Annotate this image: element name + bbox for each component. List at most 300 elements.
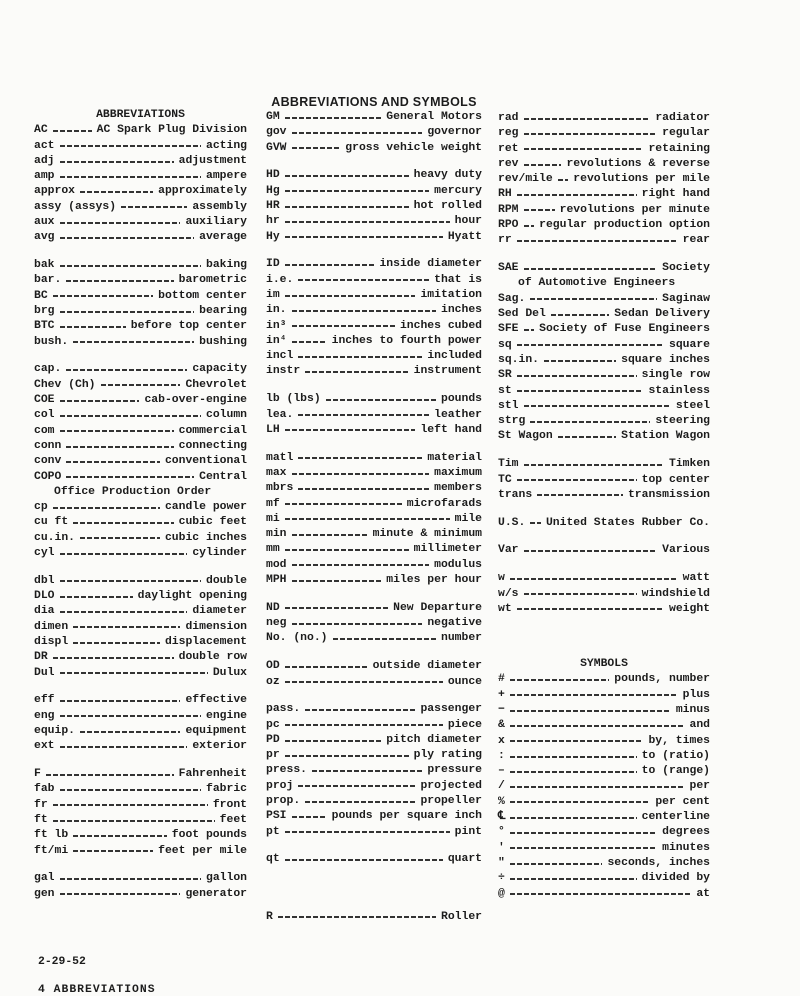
dash-leader bbox=[524, 464, 664, 466]
definition: leather bbox=[434, 408, 482, 421]
abbreviation-entry bbox=[498, 187, 710, 202]
definition: Society bbox=[662, 262, 710, 275]
abbreviation: assy (assys) bbox=[34, 200, 117, 213]
abbreviation: GM bbox=[266, 111, 280, 123]
dash-leader bbox=[517, 608, 664, 610]
symbol-entry bbox=[498, 841, 710, 856]
dash-leader bbox=[292, 564, 430, 566]
abbreviation-entry bbox=[266, 110, 482, 125]
definition: column bbox=[205, 409, 247, 422]
dash-leader bbox=[285, 264, 375, 266]
abbreviation-entry bbox=[34, 393, 247, 408]
abbreviation-entry bbox=[266, 481, 482, 496]
letter-group bbox=[266, 702, 482, 840]
dash-leader bbox=[510, 878, 637, 880]
abbreviation-entry bbox=[498, 457, 710, 472]
dash-leader bbox=[537, 494, 623, 496]
abbreviation-entry bbox=[34, 515, 247, 530]
dash-leader bbox=[510, 863, 603, 865]
dash-leader bbox=[60, 145, 201, 147]
definition: AC Spark Plug Division bbox=[96, 124, 247, 137]
abbreviation-entry bbox=[498, 261, 710, 276]
abbreviation-entry bbox=[266, 408, 482, 423]
dash-leader bbox=[285, 740, 382, 742]
abbreviation: PD bbox=[266, 733, 280, 746]
abbreviation-entry bbox=[34, 798, 247, 813]
abbreviation-entry bbox=[34, 813, 247, 828]
definition: bearing bbox=[199, 305, 247, 318]
definition: United States Rubber Co. bbox=[545, 516, 710, 529]
definition: connecting bbox=[178, 439, 247, 452]
abbreviation: Dul bbox=[34, 666, 55, 679]
abbreviation: in⁴ bbox=[266, 334, 287, 347]
abbreviation: ND bbox=[266, 601, 280, 614]
definition: microfarads bbox=[406, 497, 482, 510]
dash-leader bbox=[53, 507, 160, 509]
abbreviation: pr bbox=[266, 749, 280, 762]
abbreviation-entry bbox=[34, 184, 247, 199]
abbreviation: conn bbox=[34, 439, 62, 452]
dash-leader bbox=[558, 179, 569, 181]
dash-leader bbox=[517, 479, 637, 481]
abbreviation-entry bbox=[34, 724, 247, 739]
letter-group bbox=[34, 693, 247, 754]
definition: approximately bbox=[158, 185, 247, 198]
definition: acting bbox=[205, 139, 247, 152]
abbreviation: i.e. bbox=[266, 273, 294, 286]
abbreviation: – bbox=[498, 765, 505, 778]
page-footer: 4 ABBREVIATIONS bbox=[38, 984, 156, 996]
definition: inside diameter bbox=[379, 258, 482, 271]
abbreviation-entry bbox=[498, 307, 710, 322]
abbreviation: ' bbox=[498, 841, 505, 854]
abbreviations-column-1 bbox=[34, 108, 247, 902]
abbreviation: DLO bbox=[34, 590, 55, 603]
definition: modulus bbox=[434, 558, 482, 571]
dash-leader bbox=[510, 771, 637, 773]
dash-leader bbox=[530, 421, 650, 423]
dash-leader bbox=[524, 550, 658, 552]
dash-leader bbox=[53, 295, 153, 297]
letter-group bbox=[498, 516, 710, 531]
abbreviation-entry bbox=[266, 141, 482, 156]
abbreviation: R bbox=[266, 910, 273, 923]
dash-leader bbox=[121, 206, 187, 208]
definition: baking bbox=[205, 259, 247, 272]
abbreviation: w bbox=[498, 572, 505, 585]
abbreviation: prop. bbox=[266, 795, 301, 808]
abbreviation-entry bbox=[498, 157, 710, 172]
abbreviation: gen bbox=[34, 887, 55, 900]
abbreviation-entry bbox=[34, 782, 247, 797]
abbreviation-entry bbox=[266, 273, 482, 288]
definition: right hand bbox=[641, 188, 710, 201]
abbreviation: RPM bbox=[498, 203, 519, 216]
dash-leader bbox=[53, 657, 174, 659]
abbreviation-entry bbox=[266, 763, 482, 778]
definition: heavy duty bbox=[413, 169, 482, 182]
abbreviation: mbrs bbox=[266, 482, 294, 495]
dash-leader bbox=[305, 801, 415, 803]
abbreviation: lb (lbs) bbox=[266, 393, 321, 406]
dash-leader bbox=[544, 360, 616, 362]
abbreviation: / bbox=[498, 780, 505, 793]
definition: Chevrolet bbox=[185, 378, 247, 391]
abbreviation-entry bbox=[266, 125, 482, 140]
abbreviation: lea. bbox=[266, 408, 294, 421]
abbreviation-entry bbox=[266, 825, 482, 840]
abbreviation-entry bbox=[34, 304, 247, 319]
abbreviation: Chev (Ch) bbox=[34, 378, 96, 391]
definition: cubic feet bbox=[178, 516, 247, 529]
abbreviation-entry bbox=[34, 828, 247, 843]
abbreviation: # bbox=[498, 673, 505, 686]
abbreviation-entry bbox=[498, 399, 710, 414]
abbreviation: proj bbox=[266, 779, 294, 792]
abbreviation-entry bbox=[34, 739, 247, 754]
abbreviation-entry bbox=[266, 659, 482, 674]
abbreviation: MPH bbox=[266, 574, 287, 587]
dash-leader bbox=[285, 755, 409, 757]
dash-leader bbox=[66, 446, 173, 448]
abbreviation: TC bbox=[498, 473, 512, 486]
abbreviation: incl bbox=[266, 350, 294, 363]
abbreviation: conv bbox=[34, 455, 62, 468]
abbreviation: @ bbox=[498, 887, 505, 900]
abbreviation: HR bbox=[266, 199, 280, 212]
abbreviation: eff bbox=[34, 694, 55, 707]
abbreviation-entry bbox=[498, 429, 710, 444]
dash-leader bbox=[60, 415, 201, 417]
dash-leader bbox=[285, 831, 450, 833]
letter-group bbox=[266, 257, 482, 379]
dash-leader bbox=[524, 405, 671, 407]
dash-leader bbox=[292, 147, 341, 149]
abbreviation: aux bbox=[34, 216, 55, 229]
definition: centerline bbox=[641, 811, 710, 824]
abbreviation: cyl bbox=[34, 547, 55, 560]
definition: square inches bbox=[621, 353, 710, 366]
dash-leader bbox=[285, 724, 443, 726]
abbreviation-entry bbox=[266, 748, 482, 763]
definition: New Departure bbox=[393, 601, 482, 614]
definition: cab-over-engine bbox=[144, 394, 247, 407]
definition: inches cubed bbox=[399, 319, 482, 332]
dash-leader bbox=[80, 191, 153, 193]
dash-leader bbox=[298, 356, 422, 358]
abbreviation-entry bbox=[34, 666, 247, 681]
symbol-entry bbox=[498, 810, 710, 825]
abbreviation-entry bbox=[498, 218, 710, 233]
abbreviation-entry bbox=[34, 546, 247, 561]
abbreviation: dbl bbox=[34, 574, 55, 587]
letter-group bbox=[34, 767, 247, 859]
abbreviation-entry bbox=[498, 516, 710, 531]
dash-leader bbox=[517, 375, 637, 377]
dash-leader bbox=[60, 893, 181, 895]
dash-leader bbox=[66, 369, 187, 371]
dash-leader bbox=[524, 209, 555, 211]
abbreviation-entry bbox=[34, 123, 247, 138]
dash-leader bbox=[510, 710, 671, 712]
abbreviation: cap. bbox=[34, 363, 62, 376]
abbreviation-entry bbox=[498, 384, 710, 399]
abbreviation: F bbox=[34, 768, 41, 781]
abbreviation: cu ft bbox=[34, 516, 69, 529]
symbol-entry bbox=[498, 887, 710, 902]
dash-leader bbox=[510, 679, 609, 681]
abbreviation: No. (no.) bbox=[266, 632, 328, 645]
definition: front bbox=[212, 798, 247, 811]
definition: pounds, number bbox=[614, 673, 710, 686]
abbreviation-entry bbox=[34, 531, 247, 546]
abbreviation-entry bbox=[498, 203, 710, 218]
abbreviation: amp bbox=[34, 170, 55, 183]
definition: per bbox=[689, 780, 710, 793]
dash-leader bbox=[510, 847, 657, 849]
abbreviation: HD bbox=[266, 169, 280, 182]
abbreviation: bak bbox=[34, 259, 55, 272]
abbreviation-entry bbox=[34, 169, 247, 184]
abbreviation-entry bbox=[266, 794, 482, 809]
definition: dimension bbox=[185, 620, 247, 633]
definition: piece bbox=[447, 718, 482, 731]
abbreviation: cp bbox=[34, 501, 48, 514]
dash-leader bbox=[530, 522, 541, 524]
definition: minute & minimum bbox=[372, 528, 482, 541]
definition: barometric bbox=[178, 274, 247, 287]
dash-leader bbox=[298, 279, 429, 281]
definition: commercial bbox=[178, 424, 247, 437]
abbreviations-column-2 bbox=[266, 95, 482, 925]
definition: exterior bbox=[192, 740, 247, 753]
definition: inches to fourth power bbox=[331, 334, 482, 347]
abbreviation: − bbox=[498, 704, 505, 716]
definition: per cent bbox=[655, 795, 710, 808]
dash-leader bbox=[60, 161, 174, 163]
definition: inches bbox=[440, 304, 482, 317]
abbreviation: rr bbox=[498, 234, 512, 247]
abbreviation: RH bbox=[498, 188, 512, 201]
abbreviation: in³ bbox=[266, 319, 287, 332]
symbol-entry bbox=[498, 764, 710, 779]
abbreviation-entry bbox=[34, 439, 247, 454]
letter-group bbox=[498, 261, 710, 445]
dash-leader bbox=[285, 666, 368, 668]
definition: steering bbox=[655, 415, 710, 428]
abbreviation-entry bbox=[266, 288, 482, 303]
abbreviation-entry bbox=[266, 168, 482, 183]
abbreviation-entry bbox=[498, 368, 710, 383]
abbreviation: rad bbox=[498, 112, 519, 124]
definition: auxiliary bbox=[185, 216, 247, 229]
abbreviation: SFE bbox=[498, 323, 519, 336]
dash-leader bbox=[517, 344, 664, 346]
letter-group bbox=[34, 362, 247, 561]
definition: effective bbox=[185, 694, 247, 707]
abbreviation-entry bbox=[34, 258, 247, 273]
page-title: ABBREVIATIONS AND SYMBOLS bbox=[271, 95, 477, 109]
dash-leader bbox=[298, 488, 429, 490]
definition: transmission bbox=[627, 488, 710, 501]
definition: regular production option bbox=[539, 219, 710, 232]
definition: left hand bbox=[420, 423, 482, 436]
definition: equipment bbox=[185, 724, 247, 737]
abbreviation: COPO bbox=[34, 470, 62, 483]
dash-leader bbox=[60, 596, 133, 598]
dash-leader bbox=[60, 430, 174, 432]
dash-leader bbox=[292, 325, 395, 327]
abbreviation-entry bbox=[266, 631, 482, 646]
symbol-entry bbox=[498, 825, 710, 840]
abbreviation: hr bbox=[266, 215, 280, 228]
dash-leader bbox=[60, 580, 201, 582]
abbreviation: bar. bbox=[34, 274, 62, 287]
abbreviation: adj bbox=[34, 154, 55, 167]
definition: seconds, inches bbox=[607, 856, 710, 869]
definition: regular bbox=[662, 127, 710, 140]
definition: mile bbox=[454, 512, 482, 525]
dash-leader bbox=[292, 132, 423, 134]
abbreviation-entry bbox=[34, 230, 247, 245]
definition: cylinder bbox=[192, 547, 247, 560]
definition: projected bbox=[420, 779, 482, 792]
abbreviation: ft/mi bbox=[34, 844, 69, 857]
dash-leader bbox=[60, 176, 201, 178]
abbreviation-entry bbox=[498, 543, 710, 558]
definition: material bbox=[427, 451, 482, 464]
abbreviation-entry bbox=[266, 616, 482, 631]
abbreviation: bush. bbox=[34, 335, 69, 348]
definition: steel bbox=[675, 399, 710, 412]
dash-leader bbox=[60, 222, 181, 224]
abbreviation: im bbox=[266, 288, 280, 301]
dash-leader bbox=[278, 916, 436, 918]
abbreviation: neg bbox=[266, 617, 287, 630]
abbreviation-entry bbox=[266, 542, 482, 557]
symbols-section bbox=[498, 657, 710, 902]
letter-group bbox=[266, 110, 482, 156]
abbreviation: BC bbox=[34, 289, 48, 302]
definition: displacement bbox=[164, 636, 247, 648]
dash-leader bbox=[326, 399, 436, 401]
definition: quart bbox=[447, 853, 482, 866]
dash-leader bbox=[524, 593, 637, 595]
dash-leader bbox=[510, 725, 685, 727]
letter-group bbox=[266, 392, 482, 438]
abbreviation: ID bbox=[266, 258, 280, 271]
definition: square bbox=[668, 338, 710, 351]
abbreviation-entry bbox=[498, 233, 710, 248]
dash-leader bbox=[285, 859, 443, 861]
abbreviation: U.S. bbox=[498, 516, 526, 529]
symbol-entry bbox=[498, 672, 710, 687]
abbreviation: PSI bbox=[266, 810, 287, 823]
definition: revolutions per mile bbox=[573, 173, 710, 186]
dash-leader bbox=[66, 476, 194, 478]
definition: Society of Fuse Engineers bbox=[539, 323, 710, 336]
definition: governor bbox=[427, 126, 482, 139]
abbreviation: max bbox=[266, 466, 287, 479]
definition: cubic inches bbox=[164, 531, 247, 544]
abbreviation: trans bbox=[498, 488, 533, 501]
dash-leader bbox=[66, 280, 173, 282]
abbreviation: Tim bbox=[498, 458, 519, 471]
definition: watt bbox=[682, 572, 710, 585]
dash-leader bbox=[517, 240, 678, 242]
dash-leader bbox=[524, 148, 644, 150]
definition: degrees bbox=[662, 826, 710, 839]
definition: foot pounds bbox=[171, 829, 247, 842]
abbreviation-entry bbox=[498, 414, 710, 429]
dash-leader bbox=[60, 237, 195, 239]
abbreviation: Sag. bbox=[498, 292, 526, 305]
abbreviation-entry bbox=[266, 466, 482, 481]
abbreviation: min bbox=[266, 528, 287, 541]
abbreviation-entry bbox=[34, 215, 247, 230]
abbreviation: pc bbox=[266, 718, 280, 731]
dash-leader bbox=[285, 190, 429, 192]
abbreviation: sq bbox=[498, 338, 512, 351]
abbreviation: mod bbox=[266, 558, 287, 571]
abbreviation-entry bbox=[266, 512, 482, 527]
abbreviation: ° bbox=[498, 826, 505, 839]
abbreviation-entry bbox=[34, 620, 247, 635]
dash-leader bbox=[73, 341, 194, 343]
dash-leader bbox=[60, 672, 208, 674]
abbreviation-entry bbox=[498, 126, 710, 141]
dash-leader bbox=[80, 537, 160, 539]
dash-leader bbox=[558, 436, 616, 438]
abbreviation: cu.in. bbox=[34, 531, 76, 544]
abbreviation-entry bbox=[34, 767, 247, 782]
abbreviation-entry bbox=[34, 887, 247, 902]
letter-group bbox=[266, 168, 482, 244]
abbreviation-entry bbox=[34, 604, 247, 619]
definition: single row bbox=[641, 369, 710, 382]
definition: conventional bbox=[164, 455, 247, 468]
abbreviation-entry bbox=[34, 200, 247, 215]
definition: average bbox=[199, 231, 247, 244]
abbreviation: ret bbox=[498, 142, 519, 155]
abbreviation: equip. bbox=[34, 724, 76, 737]
abbreviation-entry bbox=[266, 558, 482, 573]
abbreviation: dimen bbox=[34, 620, 69, 633]
entry-continuation: of Automotive Engineers bbox=[518, 277, 676, 290]
abbreviation: ÷ bbox=[498, 872, 505, 885]
letter-group bbox=[34, 871, 247, 902]
abbreviation-entry bbox=[34, 589, 247, 604]
definition: divided by bbox=[641, 872, 710, 885]
definition: stainless bbox=[648, 384, 710, 397]
abbreviation: : bbox=[498, 749, 505, 762]
dash-leader bbox=[101, 384, 181, 386]
definition: mercury bbox=[434, 184, 482, 197]
abbreviation-entry bbox=[266, 573, 482, 588]
dash-leader bbox=[60, 715, 201, 717]
abbreviation: fab bbox=[34, 783, 55, 796]
dash-leader bbox=[285, 607, 388, 609]
definition: pounds bbox=[440, 393, 482, 406]
abbreviation: Sed Del bbox=[498, 308, 546, 321]
definition: bottom center bbox=[158, 289, 247, 302]
definition: bushing bbox=[199, 335, 247, 348]
abbreviations-column-3 bbox=[498, 111, 710, 902]
definition: capacity bbox=[192, 363, 247, 376]
dash-leader bbox=[510, 756, 637, 758]
dash-leader bbox=[285, 503, 402, 505]
dash-leader bbox=[60, 265, 201, 267]
